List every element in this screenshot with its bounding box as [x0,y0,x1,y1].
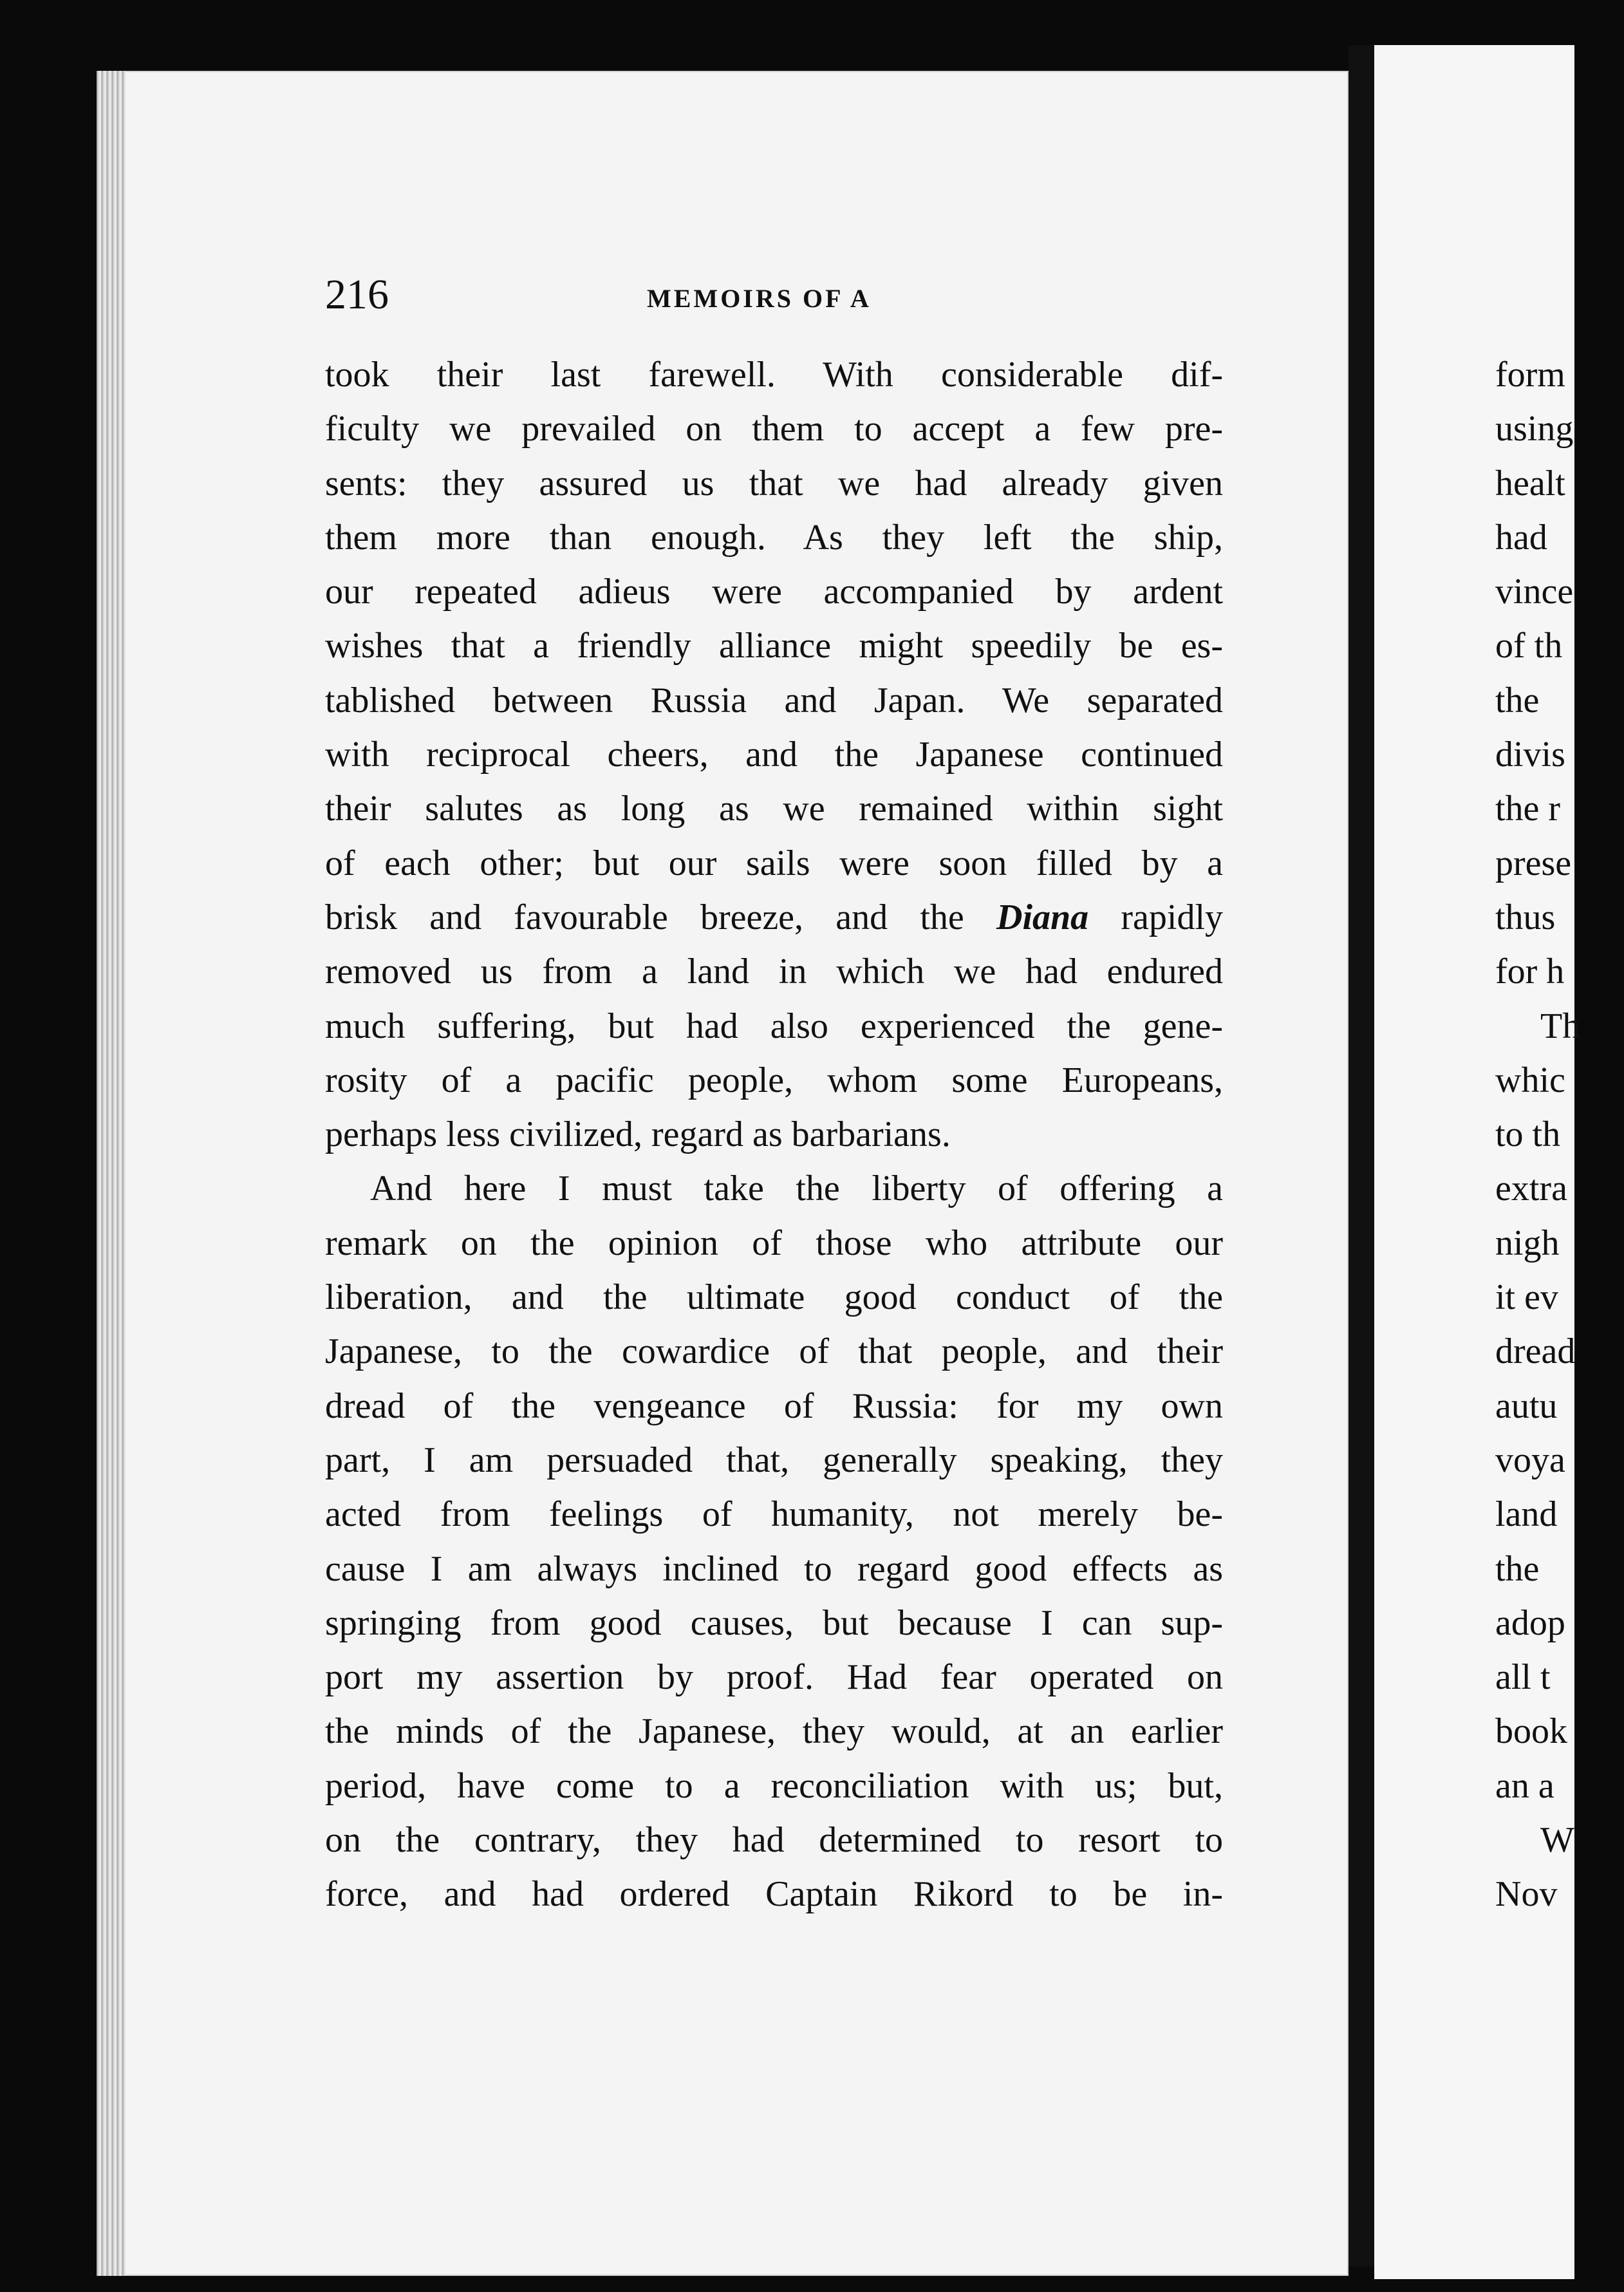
text-line: wishes that a friendly alliance might speedily be es- [325,626,1223,666]
text-line: our repeated adieus were accompanied by ardent [325,572,1223,612]
text-line: And here I must take the liberty of offering a [370,1169,1223,1209]
fragment-line: extra [1495,1169,1567,1209]
fragment-line: for h [1495,952,1565,992]
text-line: tablished between Russia and Japan. We separated [325,680,1223,720]
right-page-fragments [1495,348,1624,1922]
text-segment: rapidly [1121,897,1224,937]
text-line: cause I am always inclined to regard good effects as [325,1548,1223,1589]
fragment-line: the [1495,1548,1540,1589]
text-line: dread of the vengeance of Russia: for my own [325,1386,1223,1426]
fragment-line: adop [1495,1602,1565,1643]
text-line: perhaps less civilized, regard as barbarians. [325,1114,951,1155]
fragment-line: healt [1495,463,1565,503]
text-line: remark on the opinion of those who attribute our [325,1223,1223,1263]
running-head: MEMOIRS OF A [647,284,872,313]
text-line: rosity of a pacific people, whom some Europeans, [325,1060,1223,1100]
text-line: their salutes as long as we remained within sight [325,789,1223,829]
fragment-line: form [1495,355,1565,395]
text-line: ficulty we prevailed on them to accept a few pre- [325,409,1223,449]
text-line: acted from feelings of humanity, not merely be- [325,1494,1223,1535]
text-line: removed us from a land in which we had endured [325,952,1223,992]
text-line-with-italic [325,890,1223,944]
text-line: with reciprocal cheers, and the Japanese continued [325,735,1223,775]
ship-name-italic: Diana [996,897,1089,937]
fragment-line: prese [1495,843,1572,883]
left-page-body [325,348,1223,1922]
fragment-line: autu [1495,1386,1558,1426]
fragment-line: vince [1495,572,1574,612]
text-line: springing from good causes, but because I can sup- [325,1602,1223,1643]
fragment-line: it ev [1495,1277,1558,1318]
fragment-line: had [1495,517,1547,558]
fragment-line: all t [1495,1657,1551,1698]
fragment-line: divis [1495,735,1565,775]
page-number: 216 [325,271,389,318]
text-line: force, and had ordered Captain Rikord to be in- [325,1874,1223,1915]
text-line: the minds of the Japanese, they would, at an earlier [325,1711,1223,1752]
fragment-line: dread [1495,1331,1576,1372]
text-line: period, have come to a reconciliation with us; but, [325,1765,1223,1806]
page-edges [97,71,126,2276]
fragment-line: using [1495,409,1574,449]
text-line: Japanese, to the cowardice of that people, and their [325,1331,1223,1372]
text-line: sents: they assured us that we had already given [325,463,1223,503]
fragment-line: thus [1495,897,1556,937]
fragment-line: nigh [1495,1223,1560,1263]
fragment-line: of th [1495,626,1563,666]
book-gutter [1349,45,1374,2266]
fragment-line: to th [1495,1114,1561,1155]
fragment-line: W [1540,1820,1574,1861]
page-header [325,270,1226,322]
fragment-line: voya [1495,1440,1565,1480]
fragment-line: an a [1495,1765,1554,1806]
text-line: port my assertion by proof. Had fear operated on [325,1657,1223,1698]
fragment-line: land [1495,1494,1558,1535]
text-line: much suffering, but had also experienced the gene- [325,1006,1223,1046]
text-line: took their last farewell. With considerable dif- [325,355,1223,395]
text-line: liberation, and the ultimate good conduct of the [325,1277,1223,1318]
text-line: part, I am persuaded that, generally speaking, they [325,1440,1223,1480]
text-line: on the contrary, they had determined to resort to [325,1820,1223,1861]
text-segment: brisk and favourable breeze, and the [325,897,964,937]
fragment-line: the [1495,680,1540,720]
fragment-line: the r [1495,789,1561,829]
text-line: of each other; but our sails were soon filled by a [325,843,1223,883]
fragment-line: whic [1495,1060,1565,1100]
fragment-line: book [1495,1711,1567,1752]
fragment-line: Th [1540,1006,1581,1046]
fragment-line: Nov [1495,1874,1558,1915]
text-line: them more than enough. As they left the ship, [325,517,1223,558]
